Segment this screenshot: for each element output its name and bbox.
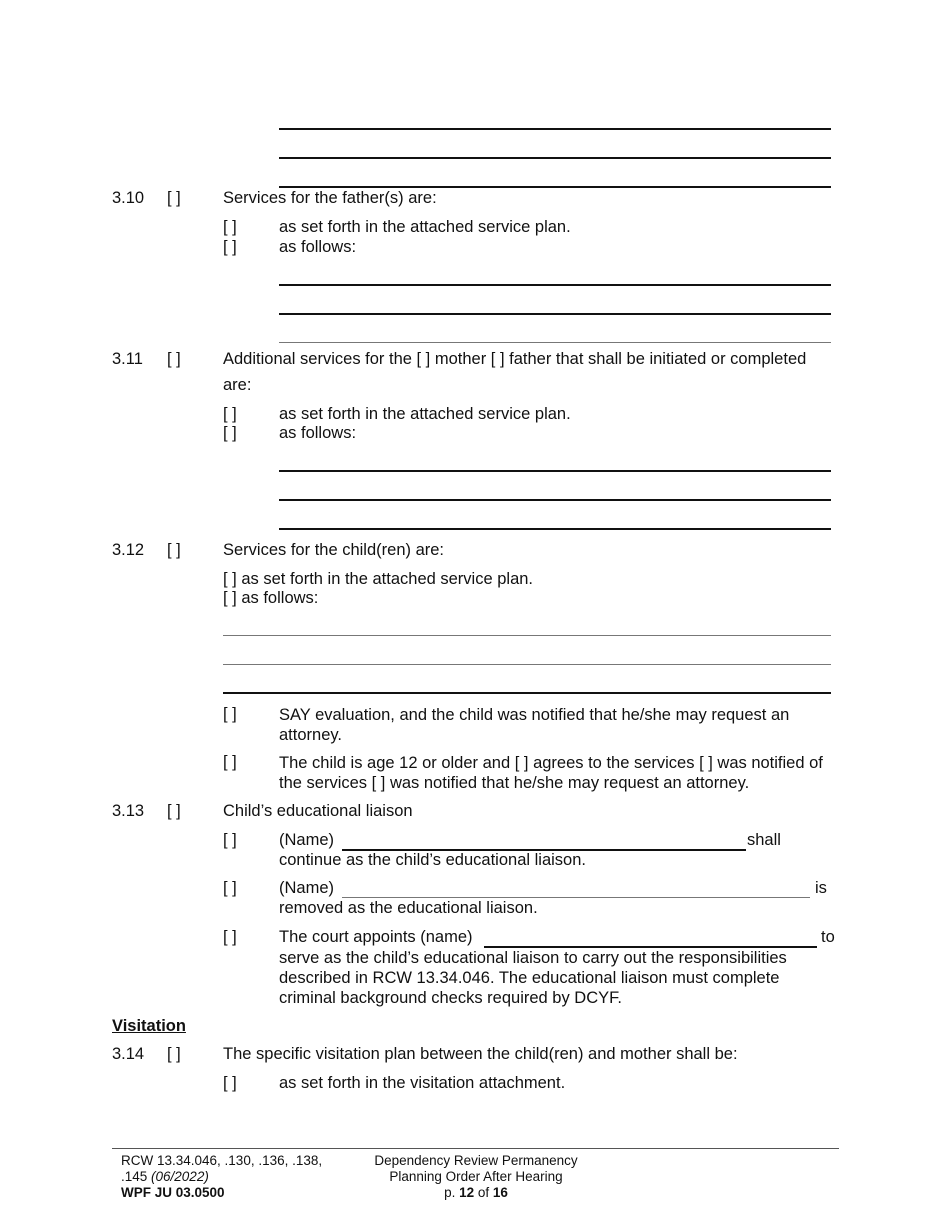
section-checkbox[interactable]: [ ] — [167, 350, 181, 368]
section-checkbox[interactable]: [ ] — [167, 802, 181, 820]
answer-line[interactable] — [279, 313, 831, 315]
section-title: Child’s educational liaison — [223, 802, 413, 820]
answer-line[interactable] — [223, 635, 831, 636]
section-title-cont: are: — [223, 376, 252, 394]
footer-doc-title — [374, 1153, 577, 1201]
option-text: as follows: — [279, 424, 357, 442]
page-of: of — [474, 1185, 493, 1200]
option-text: as set forth in the attached service plan. — [279, 218, 571, 236]
appoint-suffix: to — [821, 928, 835, 946]
answer-line[interactable] — [223, 664, 831, 665]
option-text: as set forth in the visitation attachment. — [279, 1074, 566, 1092]
section-checkbox[interactable]: [ ] — [167, 1045, 181, 1063]
answer-line[interactable] — [279, 499, 831, 501]
section-number: 3.14 — [112, 1045, 145, 1063]
section-checkbox[interactable]: [ ] — [167, 541, 181, 559]
answer-line[interactable] — [279, 284, 831, 286]
option-checkbox[interactable]: [ ] — [223, 928, 237, 946]
section-title: Additional services for the [ ] mother [ ] father that shall be initiated or completed — [223, 350, 807, 368]
say-evaluation-text: SAY evaluation, and the child was notified that he/she may request an attorney. — [279, 706, 790, 744]
footer-divider — [112, 1148, 839, 1149]
option-text: as set forth in the attached service plan. — [279, 405, 571, 423]
answer-line[interactable] — [223, 692, 831, 694]
option-checkbox[interactable]: [ ] — [223, 879, 237, 897]
footer-rcw — [121, 1153, 322, 1201]
section-title: The specific visitation plan between the child(ren) and mother shall be: — [223, 1045, 738, 1063]
answer-line[interactable] — [279, 157, 831, 159]
footer-rcw-line1: RCW 13.34.046, .130, .136, .138, — [121, 1153, 323, 1168]
appoint-description: serve as the child’s educational liaison to carry out the responsibilities described in RCW 13.34.046. The educational liaison must complete criminal background checks required by DCYF. — [279, 949, 787, 1007]
footer-title-line2: Planning Order After Hearing — [389, 1169, 563, 1184]
answer-line[interactable] — [279, 470, 831, 472]
answer-line[interactable] — [279, 342, 831, 343]
option-text: continue as the child’s educational liaison. — [279, 851, 586, 869]
section-number: 3.13 — [112, 802, 145, 820]
answer-line[interactable] — [279, 128, 831, 130]
option-checkbox[interactable]: [ ] — [223, 753, 237, 771]
section-number: 3.11 — [112, 350, 143, 368]
footer-form-id: WPF JU 03.0500 — [121, 1185, 225, 1200]
name-label: (Name) — [279, 831, 335, 849]
footer-rcw-date: (06/2022) — [151, 1169, 209, 1184]
section-checkbox[interactable]: [ ] — [167, 189, 181, 207]
appoint-label: The court appoints (name) — [279, 928, 473, 946]
option-checkbox[interactable]: [ ] — [223, 238, 237, 256]
footer-rcw-prefix: .145 — [121, 1169, 152, 1184]
option-checkbox[interactable]: [ ] — [223, 424, 237, 442]
option-checkbox[interactable]: [ ] — [223, 405, 237, 423]
section-title: Services for the father(s) are: — [223, 189, 437, 207]
page-prefix: p. — [444, 1185, 460, 1200]
visitation-heading: Visitation — [112, 1017, 186, 1035]
option-checkbox[interactable]: [ ] — [223, 831, 237, 849]
section-number: 3.12 — [112, 541, 145, 559]
option-checkbox[interactable]: [ ] — [223, 1074, 237, 1092]
page-total: 16 — [492, 1185, 508, 1200]
option-text: removed as the educational liaison. — [279, 899, 538, 917]
option-text: as follows: — [279, 238, 357, 256]
option-checkbox[interactable]: [ ] — [223, 218, 237, 236]
section-title: Services for the child(ren) are: — [223, 541, 445, 559]
option-text[interactable]: [ ] as follows: — [223, 589, 319, 607]
section-number: 3.10 — [112, 189, 145, 207]
name-input-line[interactable] — [342, 897, 810, 898]
page-current: 12 — [459, 1185, 475, 1200]
answer-line[interactable] — [279, 528, 831, 530]
option-text[interactable]: [ ] as set forth in the attached service plan. — [223, 570, 534, 588]
child-age-text: The child is age 12 or older and [ ] agrees to the services [ ] was notified of the services [ ] was notified that he/she may request an attorney. — [279, 754, 823, 792]
answer-line[interactable] — [279, 186, 831, 188]
name-suffix: is — [815, 879, 827, 897]
name-suffix: shall — [747, 831, 781, 849]
name-label: (Name) — [279, 879, 335, 897]
footer-rcw-line2 — [121, 1169, 322, 1185]
footer-title-line1: Dependency Review Permanency — [374, 1153, 578, 1168]
footer-page-number — [374, 1185, 577, 1201]
option-checkbox[interactable]: [ ] — [223, 705, 237, 723]
